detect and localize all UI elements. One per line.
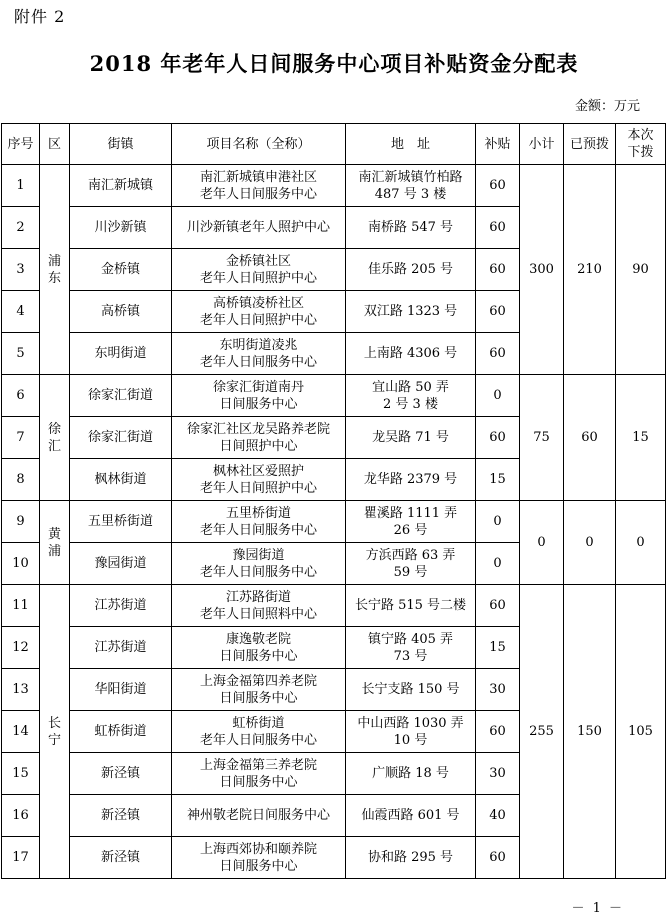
- address-cell: 长宁路 515 号二楼: [346, 585, 476, 627]
- subsidy-cell: 0: [476, 543, 520, 585]
- subtotal-cell: 0: [520, 501, 564, 585]
- project-cell: 五里桥街道 老年人日间服务中心: [172, 501, 346, 543]
- street-cell: 华阳街道: [70, 669, 172, 711]
- unit-label: 金额：万元: [574, 99, 640, 114]
- district-cell: 长 宁: [40, 585, 70, 879]
- address-cell: 南桥路 547 号: [346, 207, 476, 249]
- row-number: 11: [2, 585, 40, 627]
- header-subsidy: 补贴: [476, 124, 520, 165]
- subsidy-table: [1, 123, 666, 879]
- row-number: 7: [2, 417, 40, 459]
- street-cell: 江苏街道: [70, 585, 172, 627]
- current-cell: 90: [616, 165, 666, 375]
- project-cell: 虹桥街道 老年人日间服务中心: [172, 711, 346, 753]
- subsidy-cell: 0: [476, 375, 520, 417]
- address-cell: 南汇新城镇竹柏路 487 号 3 楼: [346, 165, 476, 207]
- row-number: 9: [2, 501, 40, 543]
- project-cell: 东明街道凌兆 老年人日间服务中心: [172, 333, 346, 375]
- table-row: [2, 585, 666, 627]
- pre-allocated-cell: 60: [564, 375, 616, 501]
- project-cell: 上海金福第四养老院 日间服务中心: [172, 669, 346, 711]
- table-row: [2, 375, 666, 417]
- street-cell: 高桥镇: [70, 291, 172, 333]
- project-cell: 金桥镇社区 老年人日间照护中心: [172, 249, 346, 291]
- subsidy-cell: 60: [476, 207, 520, 249]
- street-cell: 虹桥街道: [70, 711, 172, 753]
- subsidy-cell: 40: [476, 795, 520, 837]
- header-subtotal: 小计: [520, 124, 564, 165]
- project-cell: 南汇新城镇申港社区 老年人日间服务中心: [172, 165, 346, 207]
- current-cell: 0: [616, 501, 666, 585]
- subsidy-cell: 60: [476, 165, 520, 207]
- subsidy-cell: 60: [476, 837, 520, 879]
- row-number: 16: [2, 795, 40, 837]
- table-row: [2, 501, 666, 543]
- project-cell: 上海金福第三养老院 日间服务中心: [172, 753, 346, 795]
- header-address: 地 址: [346, 124, 476, 165]
- row-number: 3: [2, 249, 40, 291]
- project-cell: 豫园街道 老年人日间服务中心: [172, 543, 346, 585]
- subsidy-cell: 60: [476, 333, 520, 375]
- address-cell: 上南路 4306 号: [346, 333, 476, 375]
- street-cell: 枫林街道: [70, 459, 172, 501]
- address-cell: 仙霞西路 601 号: [346, 795, 476, 837]
- address-cell: 广顺路 18 号: [346, 753, 476, 795]
- district-cell: 徐 汇: [40, 375, 70, 501]
- subsidy-cell: 30: [476, 669, 520, 711]
- project-cell: 川沙新镇老年人照护中心: [172, 207, 346, 249]
- current-cell: 15: [616, 375, 666, 501]
- header-current: 本次 下拨: [616, 124, 666, 165]
- pre-allocated-cell: 150: [564, 585, 616, 879]
- project-cell: 徐家汇街道南丹 日间服务中心: [172, 375, 346, 417]
- page-title: 2018 年老年人日间服务中心项目补贴资金分配表: [89, 51, 579, 76]
- project-cell: 上海西郊协和颐养院 日间服务中心: [172, 837, 346, 879]
- subsidy-cell: 15: [476, 459, 520, 501]
- street-cell: 新泾镇: [70, 795, 172, 837]
- current-cell: 105: [616, 585, 666, 879]
- street-cell: 东明街道: [70, 333, 172, 375]
- project-cell: 高桥镇凌桥社区 老年人日间照护中心: [172, 291, 346, 333]
- street-cell: 徐家汇街道: [70, 375, 172, 417]
- header-street: 街镇: [70, 124, 172, 165]
- street-cell: 新泾镇: [70, 753, 172, 795]
- subsidy-cell: 60: [476, 711, 520, 753]
- subsidy-cell: 60: [476, 417, 520, 459]
- street-cell: 金桥镇: [70, 249, 172, 291]
- row-number: 8: [2, 459, 40, 501]
- subsidy-cell: 15: [476, 627, 520, 669]
- project-cell: 徐家汇社区龙吴路养老院 日间照护中心: [172, 417, 346, 459]
- row-number: 10: [2, 543, 40, 585]
- subsidy-cell: 30: [476, 753, 520, 795]
- address-cell: 方浜西路 63 弄 59 号: [346, 543, 476, 585]
- street-cell: 豫园街道: [70, 543, 172, 585]
- address-cell: 佳乐路 205 号: [346, 249, 476, 291]
- subsidy-cell: 60: [476, 249, 520, 291]
- street-cell: 南汇新城镇: [70, 165, 172, 207]
- address-cell: 中山西路 1030 弄 10 号: [346, 711, 476, 753]
- row-number: 6: [2, 375, 40, 417]
- row-number: 4: [2, 291, 40, 333]
- row-number: 13: [2, 669, 40, 711]
- row-number: 15: [2, 753, 40, 795]
- street-cell: 江苏街道: [70, 627, 172, 669]
- header-project: 项目名称（全称）: [172, 124, 346, 165]
- row-number: 12: [2, 627, 40, 669]
- subtotal-cell: 75: [520, 375, 564, 501]
- street-cell: 新泾镇: [70, 837, 172, 879]
- row-number: 1: [2, 165, 40, 207]
- address-cell: 双江路 1323 号: [346, 291, 476, 333]
- header-row: [2, 124, 666, 165]
- address-cell: 协和路 295 号: [346, 837, 476, 879]
- subsidy-cell: 0: [476, 501, 520, 543]
- address-cell: 瞿溪路 1111 弄 26 号: [346, 501, 476, 543]
- row-number: 5: [2, 333, 40, 375]
- subtotal-cell: 300: [520, 165, 564, 375]
- street-cell: 徐家汇街道: [70, 417, 172, 459]
- header-pre-allocated: 已预拨: [564, 124, 616, 165]
- attachment-label: 附件 2: [14, 7, 66, 26]
- subtotal-cell: 255: [520, 585, 564, 879]
- header-no: 序号: [2, 124, 40, 165]
- row-number: 2: [2, 207, 40, 249]
- street-cell: 五里桥街道: [70, 501, 172, 543]
- address-cell: 长宁支路 150 号: [346, 669, 476, 711]
- address-cell: 龙华路 2379 号: [346, 459, 476, 501]
- subsidy-cell: 60: [476, 585, 520, 627]
- pre-allocated-cell: 0: [564, 501, 616, 585]
- pre-allocated-cell: 210: [564, 165, 616, 375]
- project-cell: 康逸敬老院 日间服务中心: [172, 627, 346, 669]
- street-cell: 川沙新镇: [70, 207, 172, 249]
- row-number: 17: [2, 837, 40, 879]
- project-cell: 江苏路街道 老年人日间照料中心: [172, 585, 346, 627]
- page-number: － 1 －: [571, 901, 624, 916]
- project-cell: 神州敬老院日间服务中心: [172, 795, 346, 837]
- address-cell: 宜山路 50 弄 2 号 3 楼: [346, 375, 476, 417]
- subsidy-cell: 60: [476, 291, 520, 333]
- district-cell: 浦 东: [40, 165, 70, 375]
- header-district: 区: [40, 124, 70, 165]
- table-row: [2, 165, 666, 207]
- address-cell: 镇宁路 405 弄 73 号: [346, 627, 476, 669]
- row-number: 14: [2, 711, 40, 753]
- address-cell: 龙吴路 71 号: [346, 417, 476, 459]
- project-cell: 枫林社区爱照护 老年人日间照护中心: [172, 459, 346, 501]
- district-cell: 黄 浦: [40, 501, 70, 585]
